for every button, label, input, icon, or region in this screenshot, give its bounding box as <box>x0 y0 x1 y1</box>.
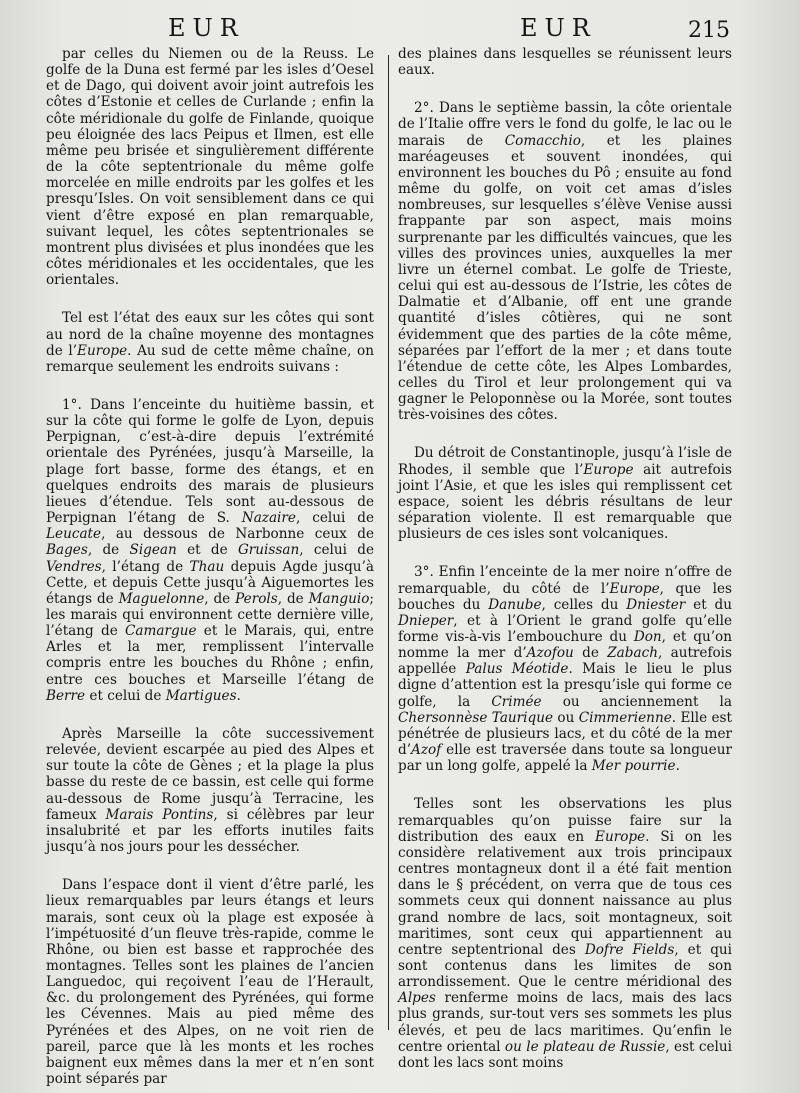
italic-term: Don <box>633 629 662 645</box>
italic-term: Sigean <box>129 542 177 559</box>
text-run: 1°. Dans l’enceinte du huitième bassin, et sur la côte qui forme le golfe de Lyon, depuis Perpignan, c’est-à-dire depuis l’extrémité orientale des Pyrénées, jusqu’à Marseille, la plage fort basse, forme des étangs, et en quelques endroits des marais de plusieurs lieues d’étendue. Tels sont au-dessous de Perpignan l’étang de S. <box>46 396 374 527</box>
text-run: et celui de <box>85 687 166 704</box>
text-run: elle est traversée dans toute sa longueur par un long golfe, appelé la <box>398 742 732 775</box>
italic-term: Leucate <box>46 526 102 543</box>
text-run: et du <box>685 596 732 613</box>
text-run: ; les marais qui environnent cette dernière ville, l’étang de <box>46 590 374 640</box>
text-run: , l’étang de <box>101 558 190 575</box>
italic-term: Europe <box>595 828 646 845</box>
text-run: , et à l’Orient le grand golfe qu’elle forme vis-à-vis l’embouchure du <box>398 612 732 645</box>
text-run: 2°. Dans le septième bassin, la côte orientale de l’Italie offre vers le fond du golfe, le lac ou le marais de <box>398 100 732 149</box>
text-run: ou anciennement la <box>541 693 732 710</box>
page-header <box>0 14 800 48</box>
text-run: par celles du Niemen ou de la Reuss. Le golfe de la Duna est fermé par les isles d’Oesel et de Dago, qui doivent avoir joint autrefois les côtes d’Estonie et celles de Curlande ; enfin la côte méridionale du golfe de Finlande, quoique peu éloignée des lacs Peipus et Ilmen, est elle même peu brisée et singulièrement différente de la côte septentrionale du même golfe morcelée en mille endroits par les golfes et les presqu’Isles. On voit sensiblement dans ce qui vient d’être exposé en plan remarquable, suivant lequel, les côtes septentrionales se montrent plus divisées et plus inondées que les côtes méridionales et les occidentales, que les orientales. <box>46 46 374 289</box>
italic-term: Azof <box>411 742 442 759</box>
italic-term: Dnieper <box>398 612 454 629</box>
text-run: et de <box>176 542 238 559</box>
text-run: 3°. Enfin l’enceinte de la mer noire n’offre de remarquable, du côté de l’ <box>398 564 732 597</box>
right-column-paragraph <box>398 46 732 78</box>
text-run: Telles sont les observations les plus remarquables qu’on puisse faire sur la distribution des eaux en <box>398 796 732 845</box>
text-run: , si célèbres par leur insalubrité et par les efforts inutiles faits jusqu’à nos jours pour les dessécher. <box>46 806 374 856</box>
text-run: . Si on les considère relativement aux trois principaux centres montagneux dont il a été fait mention dans le § précédent, on verra que de tous ces sommets ceux qui donnent naissance au plus grand nombre de lacs, soit montagneux, soit maritimes, sont ceux qui appartiennent au centre septentrional des <box>398 828 732 958</box>
italic-term: Camargue <box>125 623 197 640</box>
text-run: , celui de <box>295 510 374 527</box>
italic-term: Martigues <box>165 687 237 704</box>
left-column <box>46 46 374 1093</box>
italic-term: Berre <box>46 687 86 704</box>
text-run: de <box>573 645 608 662</box>
right-column-paragraph <box>398 796 732 1071</box>
italic-term: ou le plateau de Russie <box>504 1038 666 1055</box>
text-run: , et qu’on nomme la mer d’ <box>398 629 732 662</box>
italic-term: Perols <box>235 590 278 607</box>
text-run: . <box>675 758 680 775</box>
text-run: Tel est l’état des eaux sur les côtes qui sont au nord de la chaîne moyenne des montagnes de l’ <box>46 310 374 359</box>
italic-term: Europe <box>609 580 660 597</box>
italic-term: Crimée <box>491 693 542 710</box>
italic-term: Danube <box>488 596 542 613</box>
italic-term: Cimmerienne <box>578 709 672 726</box>
italic-term: Maguelonne <box>118 590 205 607</box>
right-column-paragraph <box>398 564 732 774</box>
italic-term: Mer pourrie <box>591 758 676 775</box>
text-run: , celui de <box>299 542 374 559</box>
text-run: , celles du <box>541 596 627 613</box>
text-run: , de <box>87 542 130 559</box>
text-run: . <box>236 687 241 704</box>
italic-term: Thau <box>189 558 225 575</box>
text-run: depuis Agde jusqu’à Cette, et depuis Cette jusqu’à Aiguemortes les étangs de <box>46 558 374 607</box>
page-number: 215 <box>688 18 730 43</box>
text-run: , est celui dont les lacs sont moins <box>398 1038 733 1071</box>
italic-term: Europe <box>583 461 634 478</box>
text-run: ait autrefois joint l’Asie, et que les isles qui remplissent cet espace, soient les débris résultans de leur séparation violente. Il est remarquable que plusieurs de ces isles sont volcaniques. <box>398 461 732 543</box>
italic-term: Bages <box>46 542 88 559</box>
text-run: Du détroit de Constantinople, jusqu’à l’isle de Rhodes, il semble que l’ <box>398 445 732 478</box>
italic-term: Gruissan <box>237 542 300 559</box>
text-run: , de <box>277 590 309 607</box>
text-run: et le Marais, qui, entre Arles et la mer, remplissent l’intervalle compris entre les bouches du Rhône ; enfin, entre ces bouches et Marseille l’étang de <box>46 623 374 688</box>
text-run: . Mais le lieu le plus digne d’attention est la presqu’isle qui forme ce golfe, la <box>398 661 732 710</box>
italic-term: Alpes <box>398 990 436 1007</box>
right-column-paragraph <box>398 445 732 542</box>
text-run: Après Marseille la côte successivement relevée, devient escarpée au pied des Alpes et sur toute la côte de Gènes ; et la plage la plus basse du reste de ce bassin, est celle qui forme au-dessous de Rome jusqu’à Terracine, les fameux <box>46 725 374 823</box>
italic-term: Azofou <box>526 645 574 662</box>
running-head-right: EUR <box>520 14 597 42</box>
text-run: , et les plaines maréageuses et souvent inondées, qui environnent les bouches du Pô ; ensuite au fond même du golfe, on voit cet amas d’isles nombreuses, sur lesquelles s’élève Venise aussi frappante par son aspect, mais moins surprenante par les difficultés vaincues, que les villes des provinces unies, auxquelles la mer livre un éternel combat. Le golfe de Trieste, celui qui est au-dessous de l’Istrie, les côtes de Dalmatie et d’Albanie, off ent une grande quantité d’isles côtières, qui ne sont évidemment que des parties de la côte même, séparées par l’effort de la mer ; et dans toute l’étendue de cette côte, les Alpes Lombardes, celles du Tirol et leur prolongement qui va gagner le Peloponnèse ou la Morée, sont toutes très-voisines des côtes. <box>398 132 733 424</box>
italic-term: Marais Pontins <box>105 806 214 823</box>
left-column-paragraph <box>46 726 374 855</box>
text-run: , autrefois appellée <box>398 645 733 678</box>
left-column-paragraph <box>46 310 374 375</box>
text-run: , au dessous de Narbonne ceux de <box>101 526 374 543</box>
text-run: , que les bouches du <box>398 580 732 613</box>
text-run: . Au sud de cette même chaîne, on remarque seulement les endroits suivans : <box>46 342 374 375</box>
column-divider <box>388 55 389 1030</box>
text-run: ou <box>553 709 579 726</box>
italic-term: Chersonnèse Taurique <box>398 709 554 726</box>
text-run: , et qui sont contenus dans les limites de son arrondissement. Que le centre méridional des <box>398 941 732 991</box>
text-run: Dans l’espace dont il vient d’être parlé, les lieux remarquables par leurs étangs et leurs marais, sont ceux où la plage est exposée à l’impétuosité d’un fleuve très-rapide, comme le Rhône, ou bien est basse et rapprochée des montagnes. Telles sont les plaines de l’ancien Languedoc, qui reçoivent l’eau de l’Herault, &c. du prolongement des Pyrénées, qui forme les Cévennes. Mais au pied même des Pyrénées et des Alpes, on ne voit rien de pareil, parce que là les monts et les roches baignent eux mêmes dans la mer et n’en sont point séparés par <box>46 877 374 1088</box>
italic-term: Zabach <box>607 645 658 662</box>
text-run: . Elle est pénétrée de plusieurs lacs, et du côté de la mer d’ <box>398 709 732 759</box>
text-run: des plaines dans lesquelles se réunissent leurs eaux. <box>398 46 732 79</box>
left-column-paragraph <box>46 397 374 704</box>
italic-term: Vendres <box>46 558 102 575</box>
right-column-paragraph <box>398 100 732 423</box>
italic-term: Dniester <box>626 596 686 613</box>
right-column <box>398 46 732 1093</box>
left-column-paragraph <box>46 46 374 288</box>
running-head-left: EUR <box>168 14 245 42</box>
italic-term: Dofre Fields <box>584 941 675 958</box>
italic-term: Europe <box>77 342 128 359</box>
italic-term: Palus Méotide <box>465 661 569 678</box>
text-run: , de <box>204 590 236 607</box>
italic-term: Comacchio <box>504 132 581 149</box>
italic-term: Nazaire <box>241 510 296 527</box>
left-column-paragraph <box>46 877 374 1087</box>
text-run: renferme moins de lacs, mais des lacs plus grands, sur-tout vers ses sommets les plus élevés, et peu de lacs maritimes. Qu’enfin le centre oriental <box>398 990 732 1055</box>
italic-term: Manguio <box>308 590 370 607</box>
